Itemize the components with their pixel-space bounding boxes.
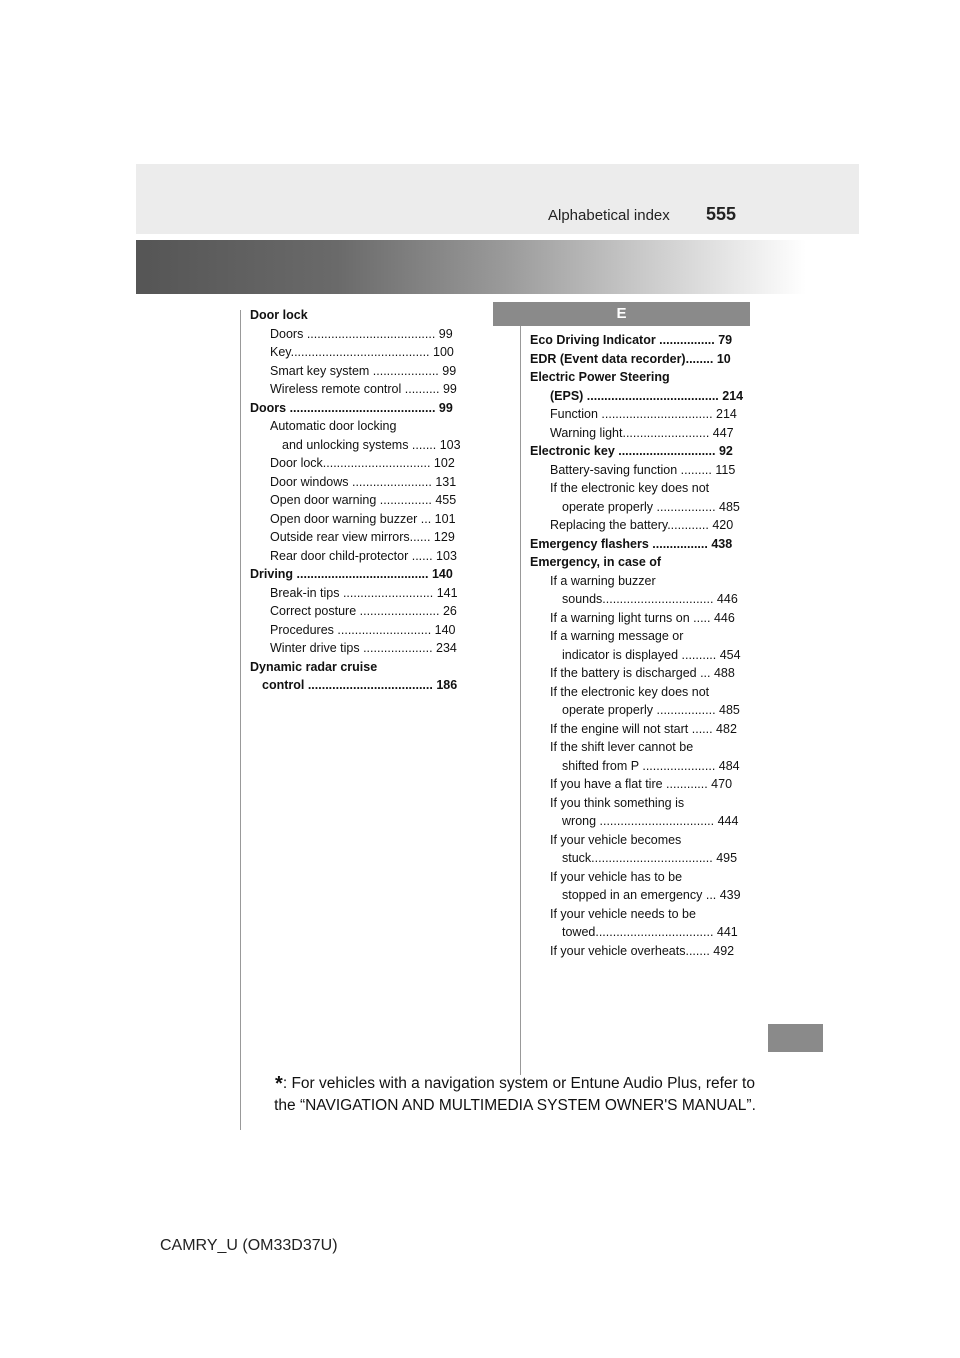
index-entry: If the electronic key does not [550,684,710,699]
index-entry: Warning light......................... 447 [550,425,734,440]
index-entry: Wireless remote control .......... 99 [270,382,457,396]
index-entry: stopped in an emergency ... 439 [562,888,741,902]
index-entry: Correct posture ....................... 26 [270,604,457,618]
column-divider [520,310,521,1075]
index-entry: Dynamic radar cruise [250,659,378,674]
section-thumb-tab [768,1024,823,1052]
index-entry: If a warning buzzer [550,573,656,588]
index-entry: Procedures ........................... 140 [270,622,456,637]
index-entry: Door lock [250,308,308,322]
index-entry: Eco Driving Indicator ................ 79 [530,333,733,347]
index-entry: If your vehicle becomes [550,832,682,847]
index-entry: Key........................................ 100 [270,345,454,359]
index-entry: Doors .......................................... 99 [250,400,453,415]
index-entry: shifted from P ..................... 484 [562,758,740,773]
right-index-column [530,331,750,960]
index-entry: Rear door child-protector ...... 103 [270,548,457,563]
index-entry: operate properly ................. 485 [562,703,740,717]
index-entry: If you have a flat tire ............ 470 [550,777,733,791]
page-number: 555 [706,204,737,224]
index-entry: If your vehicle overheats....... 492 [550,943,735,958]
index-entry: indicator is displayed .......... 454 [562,647,741,662]
index-entry: operate properly ................. 485 [562,499,740,514]
header-band [136,164,859,234]
index-entry: Battery-saving function ......... 115 [550,462,736,477]
index-entry: towed.................................. 441 [562,925,738,939]
index-entry: Doors ..................................... 99 [270,326,453,341]
section-header-e: E [493,302,750,326]
footnote-text: : For vehicles with a navigation system or Entune Audio Plus, refer to the “NAVIGATION AND MULTIMEDIA SYSTEM OWNER'S MANUAL”. [274,1075,756,1114]
index-entry: Break-in tips .......................... 141 [270,585,458,600]
index-entry: Electronic key ............................ 92 [530,444,733,458]
index-entry: EDR (Event data recorder)........ 10 [530,351,731,366]
index-entry: sounds................................ 446 [562,592,738,606]
index-entry: stuck................................... 495 [562,851,738,865]
index-entry: Emergency, in case of [530,555,662,569]
index-entry: Door lock............................... 102 [270,456,455,470]
model-code: CAMRY_U (OM33D37U) [160,1237,338,1254]
index-entry: and unlocking systems ....... 103 [282,437,461,452]
index-entry: control .................................... 186 [262,678,458,692]
index-entry: wrong ................................. 444 [562,814,739,828]
index-entry: If a warning message or [550,629,684,643]
index-entry: Emergency flashers ................ 438 [530,536,733,551]
index-entry: Automatic door locking [270,419,397,433]
index-entry: Open door warning ............... 455 [270,493,457,507]
index-entry: If a warning light turns on ..... 446 [550,610,735,625]
page-title: Alphabetical index [548,207,670,224]
index-entry: Function ................................ 214 [550,407,737,421]
index-entry: Driving ...................................... 140 [250,567,453,581]
index-entry: (EPS) ...................................... 214 [550,388,744,403]
index-entry: Open door warning buzzer ... 101 [270,511,456,526]
index-entry: Outside rear view mirrors...... 129 [270,530,455,544]
index-entry: Smart key system ................... 99 [270,363,457,378]
index-entry: Electric Power Steering [530,370,670,384]
footnote [270,1073,760,1117]
index-entry: If the electronic key does not [550,481,710,495]
index-entry: If your vehicle has to be [550,869,683,884]
left-index-column [250,306,471,695]
index-entry: If the battery is discharged ... 488 [550,666,735,680]
index-entry: If your vehicle needs to be [550,906,696,921]
index-entry: Replacing the battery............ 420 [550,518,734,532]
index-entry: If the engine will not start ...... 482 [550,721,737,736]
index-entry: If the shift lever cannot be [550,740,694,754]
index-entry: Door windows ....................... 131 [270,474,457,489]
left-column-rule [240,310,241,1130]
index-entry: Winter drive tips .................... 234 [270,641,457,655]
footnote-marker: * [275,1073,283,1095]
decorative-gradient-bar [136,240,806,294]
index-entry: If you think something is [550,795,685,810]
